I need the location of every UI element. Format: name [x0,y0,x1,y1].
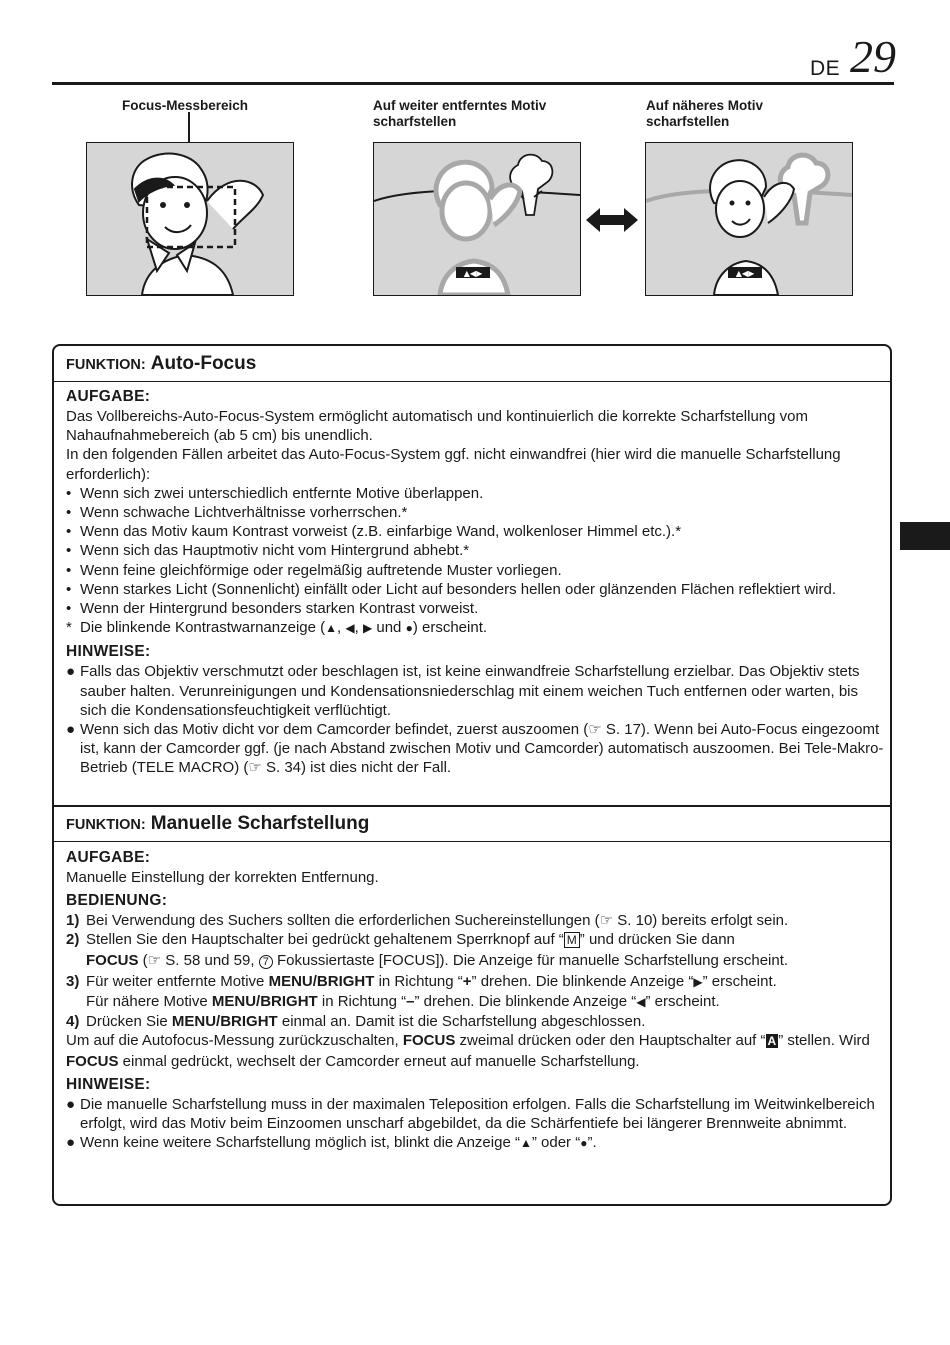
reference-pointer-icon: ☞ [599,912,614,930]
far-focus-icon: ▲ [325,621,338,636]
manual-focus-content [66,848,886,1153]
task-paragraph-2: In den folgenden Fällen arbeitet das Auto-Focus-System ggf. nicht einwandfrei (hier wird die manuelle Scharfstellung erforderlich): [66,446,841,483]
near-focus-illustration [646,143,852,295]
circled-number-icon: 7 [259,955,273,969]
task-heading: AUFGABE: [66,388,151,405]
list-item: • Wenn der Hintergrund besonders starken Kontrast vorweist. [66,600,479,618]
footnote: * Die blinkende Kontrastwarnanzeige (▲, ◀, ▶ und ●) erscheint. [66,619,488,637]
task-heading: AUFGABE: [66,849,151,866]
step-item: 2) Stellen Sie den Hauptschalter bei gedrückt gehaltenem Sperrknopf auf “ M ” und drücken Sie dann FOCUS (☞ S. 58 und 59, 7 Fokussiertaste [FOCUS]). Die Anzeige für manuelle Scharfstellung erscheint. [66,931,789,969]
list-item: • Wenn das Motiv kaum Kontrast vorweist (z.B. einfarbige Wand, wolkenloser Himmel etc.).* [66,523,682,541]
manual-focus-header [54,806,890,842]
list-item: • Wenn sich das Hauptmotiv nicht vom Hintergrund abhebt.* [66,542,470,560]
step-item: 3) Für weiter entfernte Motive MENU/BRIGHT in Richtung “+” drehen. Die blinkende Anzeige “▶” erscheint. Für nähere Motive MENU/BRIGHT in Richtung “–” drehen. Die blinkende Anzeige “◀” erscheint. [66,972,777,1011]
far-focus-icon: ▲ [519,1136,532,1151]
reference-pointer-icon: ☞ [588,721,602,739]
notes-heading: HINWEISE: [66,643,151,661]
note-item: ● Wenn keine weitere Scharfstellung möglich ist, blinkt die Anzeige “▲” oder “●”. [66,1134,597,1152]
list-item: • Wenn feine gleichförmige oder regelmäßig auftretende Muster vorliegen. [66,561,562,579]
note-item: ● Falls das Objektiv verschmutzt oder beschlagen ist, ist keine einwandfreie Scharfstellung erzielbar. Das Objektiv stets sauber halten. Verunreinigungen und Kondensationsniederschlag mit einem weichen Tuch entfernen oder warten, bis sich die Kondensationsfeuchtigkeit verflüchtigt. [66,663,860,719]
step-item: 1) Bei Verwendung des Suchers sollten die erforderlichen Suchereinstellungen (☞ S. 10) bereits erfolgt sein. [66,912,789,930]
figure-near-subject [645,142,853,296]
arrow-right-icon: ▶ [362,621,373,636]
header-rule [52,82,894,85]
autofocus-header [54,346,890,382]
manual-focus-title: Manuelle Scharfstellung [150,813,370,834]
auto-mode-icon: A [767,1034,777,1049]
figure-caption-far: Auf weiter entferntes Motiv scharfstellen [373,98,547,129]
function-panel [52,344,892,1206]
chapter-tab [900,522,950,550]
arrow-left-icon: ◀ [345,621,355,636]
autofocus-title: Auto-Focus [150,353,257,374]
figure-focus-area [86,142,294,296]
arrow-right-icon: ▶ [693,974,703,989]
notes-heading: HINWEISE: [66,1075,151,1093]
return-instructions: Um auf die Autofocus-Messung zurückzuschalten, FOCUS zweimal drücken oder den Hauptschalter auf “ A ” stellen. Wird FOCUS einmal gedrückt, wechselt der Camcorder erneut auf manuelle Scharfstellung. [66,1032,870,1070]
double-arrow-icon [586,206,638,234]
reference-pointer-icon: ☞ [248,759,262,777]
person-illustration [87,143,293,295]
note-item: ● Wenn sich das Motiv dicht vor dem Camcorder befindet, zuerst auszoomen (☞ S. 17). Wenn bei Auto-Focus eingezoomt ist, kann der Camcorder ggf. (je nach Abstand zwischen Motiv und Camcorder) automatisch auszoomen. Bei Tele-Makro-Betrieb (TELE MACRO) (☞ S. 34) ist dies nicht der Fall. [66,721,884,777]
task-text: Manuelle Einstellung der korrekten Entfernung. [66,869,379,886]
near-focus-icon: ● [405,621,413,636]
figure-caption-focus-area: Focus-Messbereich [122,98,249,113]
far-focus-illustration [374,143,580,295]
function-label: FUNKTION: [66,817,146,833]
note-item: ● Die manuelle Scharfstellung muss in der maximalen Teleposition erfolgen. Falls die Scharfstellung im Weitwinkelbereich erfolgt, wird das Motiv beim Einzoomen unscharf abgebildet, da die Schärfentiefe bei längerer Brennweite abnimmt. [66,1095,875,1133]
svg-text:▲◀▶: ▲◀▶ [463,269,483,278]
manual-mode-icon: M [564,932,580,948]
operation-heading: BEDIENUNG: [66,892,168,910]
page-number: 29 [850,31,896,82]
step-item: 4) Drücken Sie MENU/BRIGHT einmal an. Damit ist die Scharfstellung abgeschlossen. [66,1013,646,1031]
language-code: DE [810,57,841,80]
figure-caption-near: Auf näheres Motiv scharfstellen [646,98,764,129]
arrow-left-icon: ◀ [636,995,646,1010]
list-item: • Wenn starkes Licht (Sonnenlicht) einfällt oder Licht auf besonders hellen oder glänzenden Flächen reflektiert wird. [66,580,836,598]
function-label: FUNKTION: [66,357,146,373]
list-item: • Wenn schwache Lichtverhältnisse vorherrschen.* [66,504,408,522]
near-focus-icon: ● [580,1136,588,1151]
figure-far-subject [373,142,581,296]
autofocus-content [66,387,886,778]
list-item: • Wenn sich zwei unterschiedlich entfernte Motive überlappen. [66,484,484,502]
task-paragraph-1: Das Vollbereichs-Auto-Focus-System ermöglicht automatisch und kontinuierlich die korrekte Scharfstellung vom Nahaufnahmebereich (ab 5 cm) bis unendlich. [66,408,808,445]
reference-pointer-icon: ☞ [147,951,162,969]
svg-text:▲◀▶: ▲◀▶ [735,269,755,278]
